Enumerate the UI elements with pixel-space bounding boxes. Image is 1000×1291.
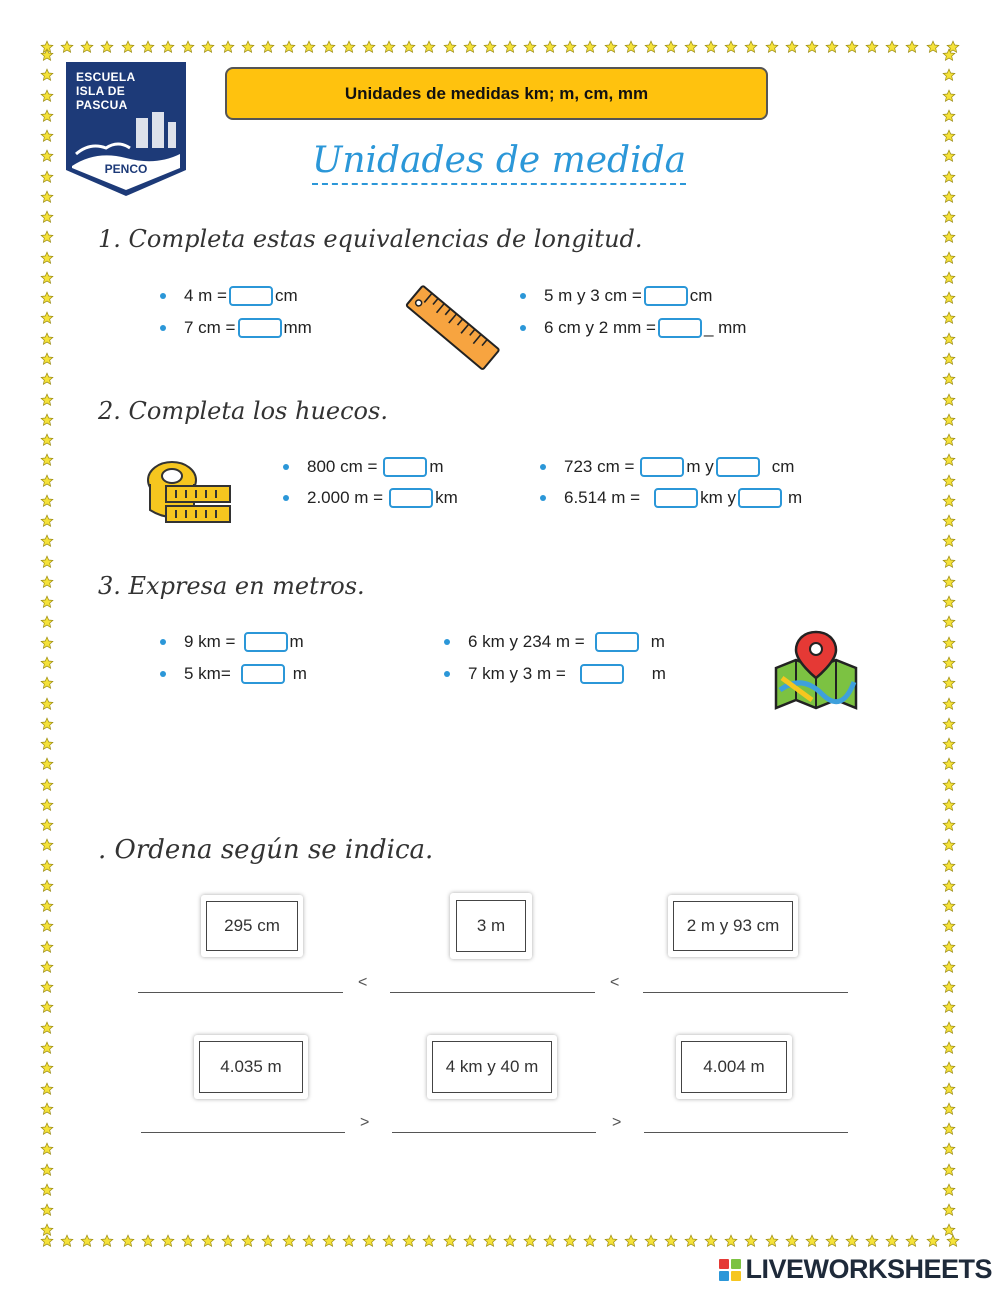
s2-item-3: 723 cm = m y cm bbox=[540, 457, 794, 477]
title-banner: Unidades de medidas km; m, cm, mm bbox=[225, 67, 768, 120]
answer-box[interactable] bbox=[658, 318, 702, 338]
bullet bbox=[160, 293, 166, 299]
ruler-icon bbox=[405, 280, 500, 379]
bullet bbox=[283, 464, 289, 470]
bullet bbox=[160, 639, 166, 645]
school-name-line-1: ESCUELA bbox=[76, 70, 136, 84]
s3-item-4: 7 km y 3 m = m bbox=[444, 664, 666, 684]
greater-than-symbol: > bbox=[612, 1114, 622, 1131]
bullet bbox=[540, 495, 546, 501]
answer-box[interactable] bbox=[244, 632, 288, 652]
section-2-heading: 2. Completa los huecos. bbox=[98, 397, 388, 425]
greater-than-symbol: > bbox=[360, 1114, 370, 1131]
answer-box[interactable] bbox=[595, 632, 639, 652]
s3-item-3: 6 km y 234 m = m bbox=[444, 632, 665, 652]
bullet bbox=[520, 293, 526, 299]
answer-box[interactable] bbox=[738, 488, 782, 508]
order-card-3[interactable]: 2 m y 93 cm bbox=[668, 895, 798, 957]
s2-item-4: 6.514 m = km y m bbox=[540, 488, 802, 508]
answer-box[interactable] bbox=[229, 286, 273, 306]
answer-line[interactable] bbox=[390, 992, 595, 993]
bullet bbox=[540, 464, 546, 470]
answer-box[interactable] bbox=[241, 664, 285, 684]
section-1-heading: 1. Completa estas equivalencias de longitud. bbox=[98, 225, 643, 253]
bullet bbox=[444, 671, 450, 677]
answer-box[interactable] bbox=[580, 664, 624, 684]
answer-line[interactable] bbox=[141, 1132, 345, 1133]
school-town: PENCO bbox=[104, 162, 148, 176]
bullet bbox=[444, 639, 450, 645]
footer-brand: LIVEWORKSHEETS bbox=[745, 1254, 992, 1284]
less-than-symbol: < bbox=[358, 974, 368, 991]
star-border-top bbox=[40, 40, 960, 56]
s3-item-1: 9 km = m bbox=[160, 632, 304, 652]
bullet bbox=[160, 325, 166, 331]
answer-line[interactable] bbox=[644, 1132, 848, 1133]
order-card-4[interactable]: 4.035 m bbox=[194, 1035, 308, 1099]
answer-box[interactable] bbox=[654, 488, 698, 508]
bullet bbox=[520, 325, 526, 331]
answer-line[interactable] bbox=[392, 1132, 596, 1133]
s1-item-4: 6 cm y 2 mm = _ mm bbox=[520, 318, 746, 338]
school-logo bbox=[66, 62, 186, 198]
order-card-6[interactable]: 4.004 m bbox=[676, 1035, 792, 1099]
tape-measure-icon bbox=[146, 458, 234, 532]
answer-line[interactable] bbox=[138, 992, 343, 993]
s1-item-1: 4 m = cm bbox=[160, 286, 298, 306]
answer-box[interactable] bbox=[640, 457, 684, 477]
answer-line[interactable] bbox=[643, 992, 848, 993]
school-name-line-2: ISLA DE bbox=[76, 84, 125, 98]
order-card-2[interactable]: 3 m bbox=[450, 893, 532, 959]
answer-box[interactable] bbox=[389, 488, 433, 508]
answer-box[interactable] bbox=[716, 457, 760, 477]
s1-item-3: 5 m y 3 cm = cm bbox=[520, 286, 712, 306]
less-than-symbol: < bbox=[610, 974, 620, 991]
s1-item-2: 7 cm = mm bbox=[160, 318, 312, 338]
map-pin-icon bbox=[772, 630, 860, 716]
s3-item-2: 5 km= m bbox=[160, 664, 307, 684]
answer-box[interactable] bbox=[238, 318, 282, 338]
bullet bbox=[283, 495, 289, 501]
star-border-left bbox=[40, 48, 56, 1238]
page-subtitle: Unidades de medida bbox=[312, 140, 686, 185]
school-name-line-3: PASCUA bbox=[76, 98, 128, 112]
liveworksheets-footer[interactable] bbox=[719, 1254, 992, 1285]
star-border-bottom bbox=[40, 1234, 960, 1250]
answer-box[interactable] bbox=[383, 457, 427, 477]
bullet bbox=[160, 671, 166, 677]
s2-item-2: 2.000 m = km bbox=[283, 488, 458, 508]
section-4-heading: . Ordena según se indica. bbox=[98, 835, 434, 865]
section-3-heading: 3. Expresa en metros. bbox=[98, 572, 365, 600]
order-card-1[interactable]: 295 cm bbox=[201, 895, 303, 957]
answer-box[interactable] bbox=[644, 286, 688, 306]
liveworksheets-logo-icon bbox=[719, 1259, 741, 1281]
order-card-5[interactable]: 4 km y 40 m bbox=[427, 1035, 557, 1099]
star-border-right bbox=[942, 48, 958, 1238]
s2-item-1: 800 cm = m bbox=[283, 457, 444, 477]
